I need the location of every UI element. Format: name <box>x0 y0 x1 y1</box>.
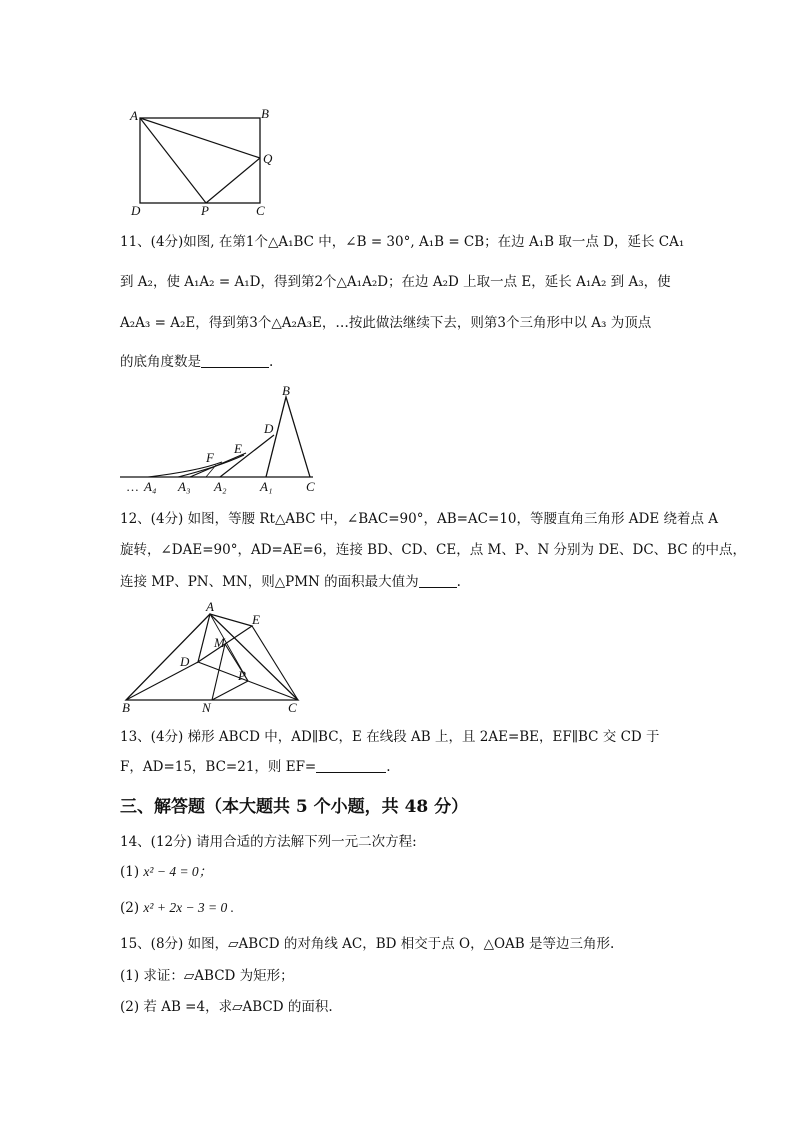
label-a: A <box>130 108 138 123</box>
label-a2: A₂ <box>214 479 227 494</box>
label-c3: C <box>288 700 297 715</box>
label-b2: B <box>282 383 290 398</box>
q12-line1: 12、(4分) 如图，等腰 Rt△ABC 中，∠BAC=90°，AB=AC=10，等腰直角三角形 ADE 绕着点 A <box>120 511 719 527</box>
label-a1: A₁ <box>260 479 273 494</box>
label-e3: E <box>252 612 260 627</box>
q13-line2-end: . <box>386 759 391 775</box>
q13-line2-text: F，AD=15，BC=21，则 EF= <box>120 759 317 775</box>
q13-line1: 13、(4分) 梯形 ABCD 中，AD∥BC，E 在线段 AB 上，且 2AE=BE，EF∥BC 交 CD 于 <box>120 729 660 745</box>
q12-line2: 旋转，∠DAE=90°，AD=AE=6，连接 BD、CD、CE，点 M、P、N 分别为 DE、DC、BC 的中点， <box>120 542 746 558</box>
label-f2: F <box>206 450 214 465</box>
q14-stem: 14、(12分) 请用合适的方法解下列一元二次方程: <box>120 834 417 850</box>
label-a4: A₄ <box>144 479 157 494</box>
figure-rotating-triangle <box>118 600 308 718</box>
label-c: C <box>256 203 265 218</box>
q11-line2: 到 A₂，使 A₁A₂ = A₁D，得到第2个△A₁A₂D；在边 A₂D 上取一点 E，延长 A₁A₂ 到 A₃，使 <box>120 274 671 290</box>
label-a3: A₃ <box>178 479 191 494</box>
label-q: Q <box>263 151 273 166</box>
q14-item1 <box>120 862 680 882</box>
section-heading: 三、解答题（本大题共 5 个小题，共 48 分） <box>120 797 469 817</box>
label-p3: P <box>238 668 246 683</box>
answer-blank-12[interactable] <box>419 573 457 588</box>
q15-item2: (2) 若 AB =4，求▱ABCD 的面积. <box>120 999 333 1015</box>
label-a3: A <box>206 600 214 614</box>
label-dots: … <box>126 479 139 494</box>
q12-line3 <box>120 572 680 592</box>
figure-triangle-sequence <box>118 383 328 498</box>
q12-line3-text: 连接 MP、PN、MN，则△PMN 的面积最大值为 <box>120 574 419 590</box>
label-p: P <box>201 203 209 218</box>
q11-line4-text: 的底角度数是 <box>120 354 201 370</box>
triangle-a1-b-c <box>266 397 310 477</box>
q15-stem: 15、(8分) 如图，▱ABCD 的对角线 AC，BD 相交于点 O，△OAB 是等边三角形. <box>120 936 615 952</box>
seg-ap <box>140 118 206 203</box>
q11-line1: 11、(4分)如图, 在第1个△A₁BC 中，∠B = 30°, A₁B = CB；在边 A₁B 取一点 D，延长 CA₁ <box>120 234 685 250</box>
label-m3: M <box>214 635 225 650</box>
label-n3: N <box>202 700 211 715</box>
q14-item1-label: (1) <box>120 864 140 880</box>
seg-ce <box>252 626 298 700</box>
label-b3: B <box>122 700 130 715</box>
q11-line3: A₂A₃ = A₂E，得到第3个△A₂A₃E，…按此做法继续下去，则第3个三角形中以 A₃ 为顶点 <box>120 315 652 331</box>
q11-line4-end: . <box>269 354 274 370</box>
label-c2: C <box>306 479 315 494</box>
triangle-ade <box>198 614 252 662</box>
label-d: D <box>131 203 141 218</box>
label-d3: D <box>180 654 190 669</box>
seg-a2-d <box>220 435 274 477</box>
label-e2: E <box>234 441 242 456</box>
q15-item1: (1) 求证：▱ABCD 为矩形； <box>120 968 294 984</box>
q14-item1-eq: x² − 4 = 0； <box>143 864 213 879</box>
label-b: B <box>261 106 269 121</box>
answer-blank-11[interactable] <box>201 353 269 368</box>
rect-abcd <box>140 118 260 203</box>
seg-aq <box>140 118 260 158</box>
q11-line4 <box>120 352 680 372</box>
seg-pn <box>212 681 248 700</box>
label-d2: D <box>264 421 274 436</box>
q14-item2-label: (2) <box>120 900 140 916</box>
seg-pq <box>206 158 260 203</box>
triangle-abc <box>126 614 298 700</box>
q14-item2 <box>120 898 680 918</box>
answer-blank-13[interactable] <box>316 758 386 773</box>
figure-rectangle <box>128 104 278 219</box>
q14-item2-eq: x² + 2x − 3 = 0 . <box>143 900 235 915</box>
q12-line3-end: . <box>456 574 461 590</box>
q13-line2 <box>120 757 680 777</box>
